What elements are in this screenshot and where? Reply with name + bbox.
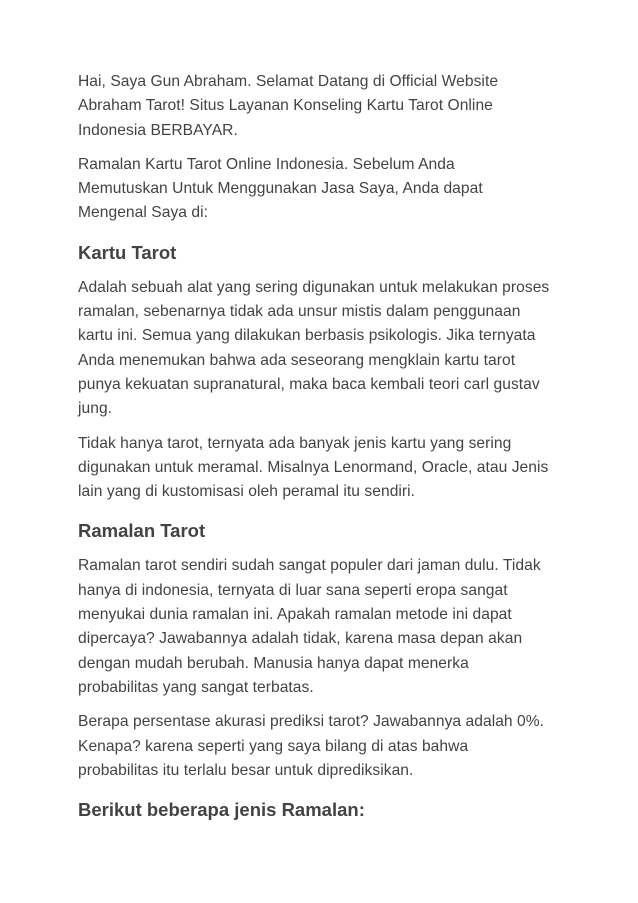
text-line: dipercaya? Jawabannya adalah tidak, karena masa depan akan xyxy=(78,630,523,648)
document-page xyxy=(78,70,578,822)
text-line: menyukai dunia ramalan ini. Apakah ramalan metode ini dapat xyxy=(78,606,512,624)
heading-ramalan-tarot: Ramalan Tarot xyxy=(78,520,206,542)
text-line: ramalan, sebenarnya tidak ada unsur mistis dalam penggunaan xyxy=(78,303,521,321)
text-line: punya kekuatan supranatural, maka baca kembali teori carl gustav xyxy=(78,375,540,393)
text-line: Mengenal Saya di: xyxy=(78,204,209,222)
text-line: Kenapa? karena seperti yang saya bilang di atas bahwa xyxy=(78,737,469,755)
text-line: Anda menemukan bahwa ada seseorang mengklain kartu tarot xyxy=(78,351,516,369)
kartu-tarot-paragraph-types xyxy=(78,432,578,505)
text-line: lain yang di kustomisasi oleh peramal itu sendiri. xyxy=(78,483,416,501)
text-line: Ramalan Kartu Tarot Online Indonesia. Sebelum Anda xyxy=(78,155,455,173)
text-line: Berapa persentase akurasi prediksi tarot? Jawabannya adalah 0%. xyxy=(78,713,545,731)
text-line: Indonesia BERBAYAR. xyxy=(78,121,238,139)
heading-kartu-tarot: Kartu Tarot xyxy=(78,241,177,263)
text-line: probabilitas itu terlalu besar untuk diprediksikan. xyxy=(78,761,414,779)
text-line: jung. xyxy=(78,400,113,418)
text-line: Adalah sebuah alat yang sering digunakan untuk melakukan proses xyxy=(78,278,550,296)
text-line: probabilitas yang sangat terbatas. xyxy=(78,678,314,696)
intro-paragraph-about xyxy=(78,153,578,226)
heading-jenis-ramalan: Berikut beberapa jenis Ramalan: xyxy=(78,799,365,821)
text-line: kartu ini. Semua yang dilakukan berbasis psikologis. Jika ternyata xyxy=(78,327,536,345)
ramalan-tarot-paragraph-history xyxy=(78,554,578,700)
text-line: Memutuskan Untuk Menggunakan Jasa Saya, Anda dapat xyxy=(78,180,483,198)
text-line: Hai, Saya Gun Abraham. Selamat Datang di Official Website xyxy=(78,73,499,90)
text-line: Tidak hanya tarot, ternyata ada banyak jenis kartu yang sering xyxy=(78,434,512,452)
text-line: Ramalan tarot sendiri sudah sangat populer dari jaman dulu. Tidak xyxy=(78,557,541,575)
text-line: dengan mudah berubah. Manusia hanya dapat menerka xyxy=(78,654,469,672)
text-line: hanya di indonesia, ternyata di luar sana seperti eropa sangat xyxy=(78,581,508,599)
text-line: Abraham Tarot! Situs Layanan Konseling Kartu Tarot Online xyxy=(78,97,493,115)
intro-paragraph-welcome xyxy=(78,70,578,143)
kartu-tarot-paragraph-definition xyxy=(78,276,578,422)
text-line: digunakan untuk meramal. Misalnya Lenormand, Oracle, atau Jenis xyxy=(78,458,549,476)
ramalan-tarot-paragraph-accuracy xyxy=(78,710,578,783)
